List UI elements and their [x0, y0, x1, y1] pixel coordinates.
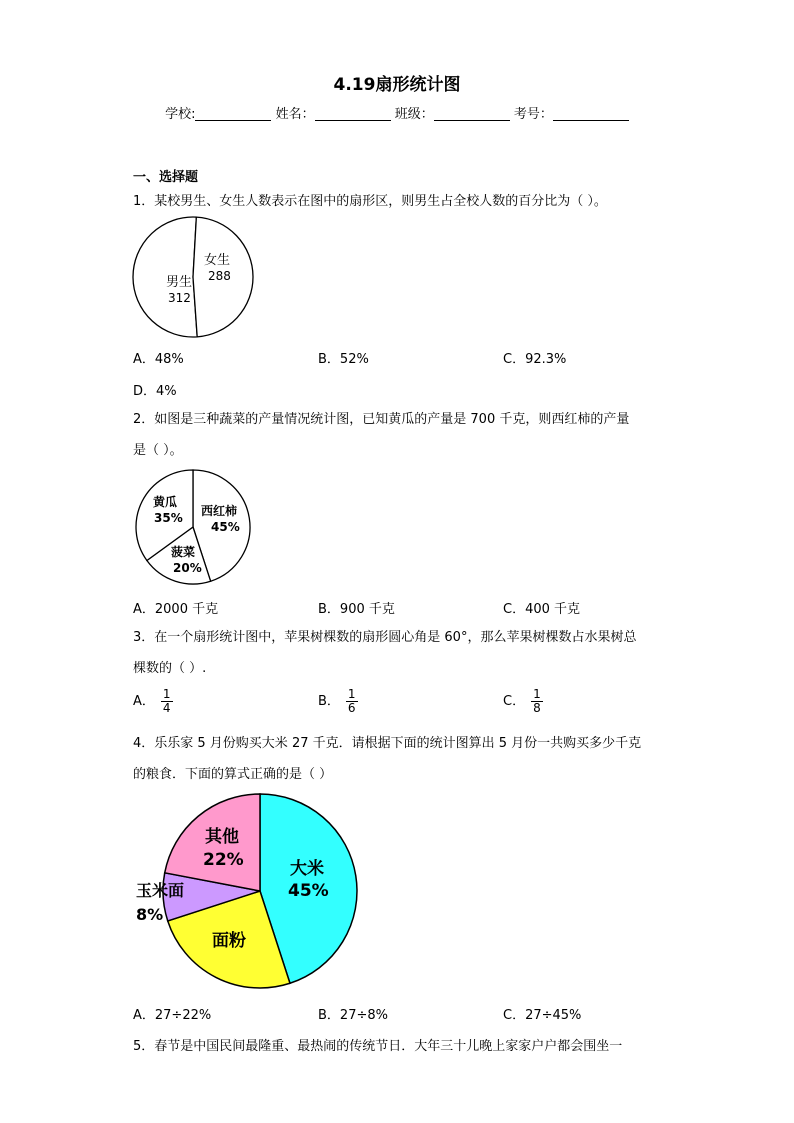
q3-option-c-letter: C． — [503, 694, 526, 709]
q1-option-d[interactable]: D．4% — [133, 384, 177, 399]
pie-2-label-cucumber: 黄瓜 — [153, 495, 178, 509]
pie-1-label-girls: 女生 — [204, 253, 231, 268]
pie-1-value-girls: 288 — [208, 269, 231, 283]
question-1-pie-chart — [130, 214, 256, 340]
q3-option-a[interactable] — [133, 688, 173, 715]
q3-option-c-fraction: $\frac{1}{8}$ — [533, 687, 541, 715]
section-title: 一、选择题 — [133, 170, 199, 185]
q4-option-b[interactable]: B．27÷8% — [318, 1008, 388, 1023]
q1-option-a[interactable]: A．48% — [133, 352, 184, 367]
q3-option-b[interactable] — [318, 688, 358, 715]
q1-option-b[interactable]: B．52% — [318, 352, 369, 367]
q3-option-b-letter: B． — [318, 694, 340, 709]
exam-no-label: 考号： — [513, 107, 553, 122]
pie-3-value-rice: 45% — [288, 881, 329, 901]
pie-3-value-cornmeal: 8% — [136, 905, 164, 924]
question-5-text-line-1: 5．春节是中国民间最隆重、最热闹的传统节日．大年三十儿晚上家家户户都会围坐一 — [133, 1039, 623, 1054]
question-2-text-line-1: 2．如图是三种蔬菜的产量情况统计图，已知黄瓜的产量是 700 千克，则西红柿的产量 — [133, 412, 630, 427]
q4-option-a[interactable]: A．27÷22% — [133, 1008, 212, 1023]
school-label: 学校: — [165, 107, 196, 122]
pie-3-label-other: 其他 — [205, 827, 239, 847]
q2-option-a[interactable]: A．2000 千克 — [133, 602, 219, 617]
student-info-line — [0, 103, 794, 122]
q2-option-c[interactable]: C．400 千克 — [503, 602, 581, 617]
page-title: 4.19扇形统计图 — [333, 75, 461, 95]
class-blank[interactable] — [434, 106, 510, 121]
pie-2-label-tomato: 西红柿 — [201, 504, 238, 518]
q3-option-a-letter: A． — [133, 694, 155, 709]
pie-1-label-boys: 男生 — [166, 275, 193, 290]
question-4-text-line-1: 4．乐乐家 5 月份购买大米 27 千克．请根据下面的统计图算出 5 月份一共购买多少千克 — [133, 736, 642, 751]
name-label: 姓名： — [275, 107, 315, 122]
class-label: 班级： — [394, 107, 434, 122]
exam-no-blank[interactable] — [553, 106, 629, 121]
q4-option-c[interactable]: C．27÷45% — [503, 1008, 582, 1023]
pie-1-value-boys: 312 — [168, 291, 191, 305]
question-4-text-line-2: 的粮食．下面的算式正确的是（ ） — [133, 767, 333, 782]
pie-2-label-spinach: 菠菜 — [171, 545, 196, 559]
pie-3-value-other: 22% — [203, 850, 244, 870]
pie-2-value-spinach: 20% — [173, 561, 202, 575]
question-1-text: 1．某校男生、女生人数表示在图中的扇形区，则男生占全校人数的百分比为（ ）。 — [133, 194, 607, 209]
pie-3-label-cornmeal: 玉米面 — [136, 881, 185, 900]
q3-option-c[interactable] — [503, 688, 543, 715]
name-blank[interactable] — [315, 106, 391, 121]
question-2-text-line-2: 是（ ）。 — [133, 443, 183, 458]
q3-option-a-fraction: $\frac{1}{4}$ — [162, 687, 171, 715]
q2-option-b[interactable]: B．900 千克 — [318, 602, 395, 617]
q3-option-b-fraction: $\frac{1}{6}$ — [347, 687, 356, 715]
pie-2-value-tomato: 45% — [211, 520, 240, 534]
pie-1-slices — [133, 217, 253, 337]
pie-2-value-cucumber: 35% — [154, 511, 183, 525]
pie-3-label-flour: 面粉 — [212, 931, 246, 951]
question-2-pie-chart — [133, 467, 255, 589]
school-blank[interactable] — [195, 106, 271, 121]
question-4-pie-chart — [133, 792, 363, 994]
question-3-text-line-1: 3．在一个扇形统计图中，苹果树棵数的扇形圆心角是 60°，那么苹果树棵数占水果树总 — [133, 630, 637, 645]
pie-3-label-rice: 大米 — [290, 859, 324, 879]
q1-option-c[interactable]: C．92.3% — [503, 352, 567, 367]
question-3-text-line-2: 棵数的（ ）. — [133, 661, 207, 676]
